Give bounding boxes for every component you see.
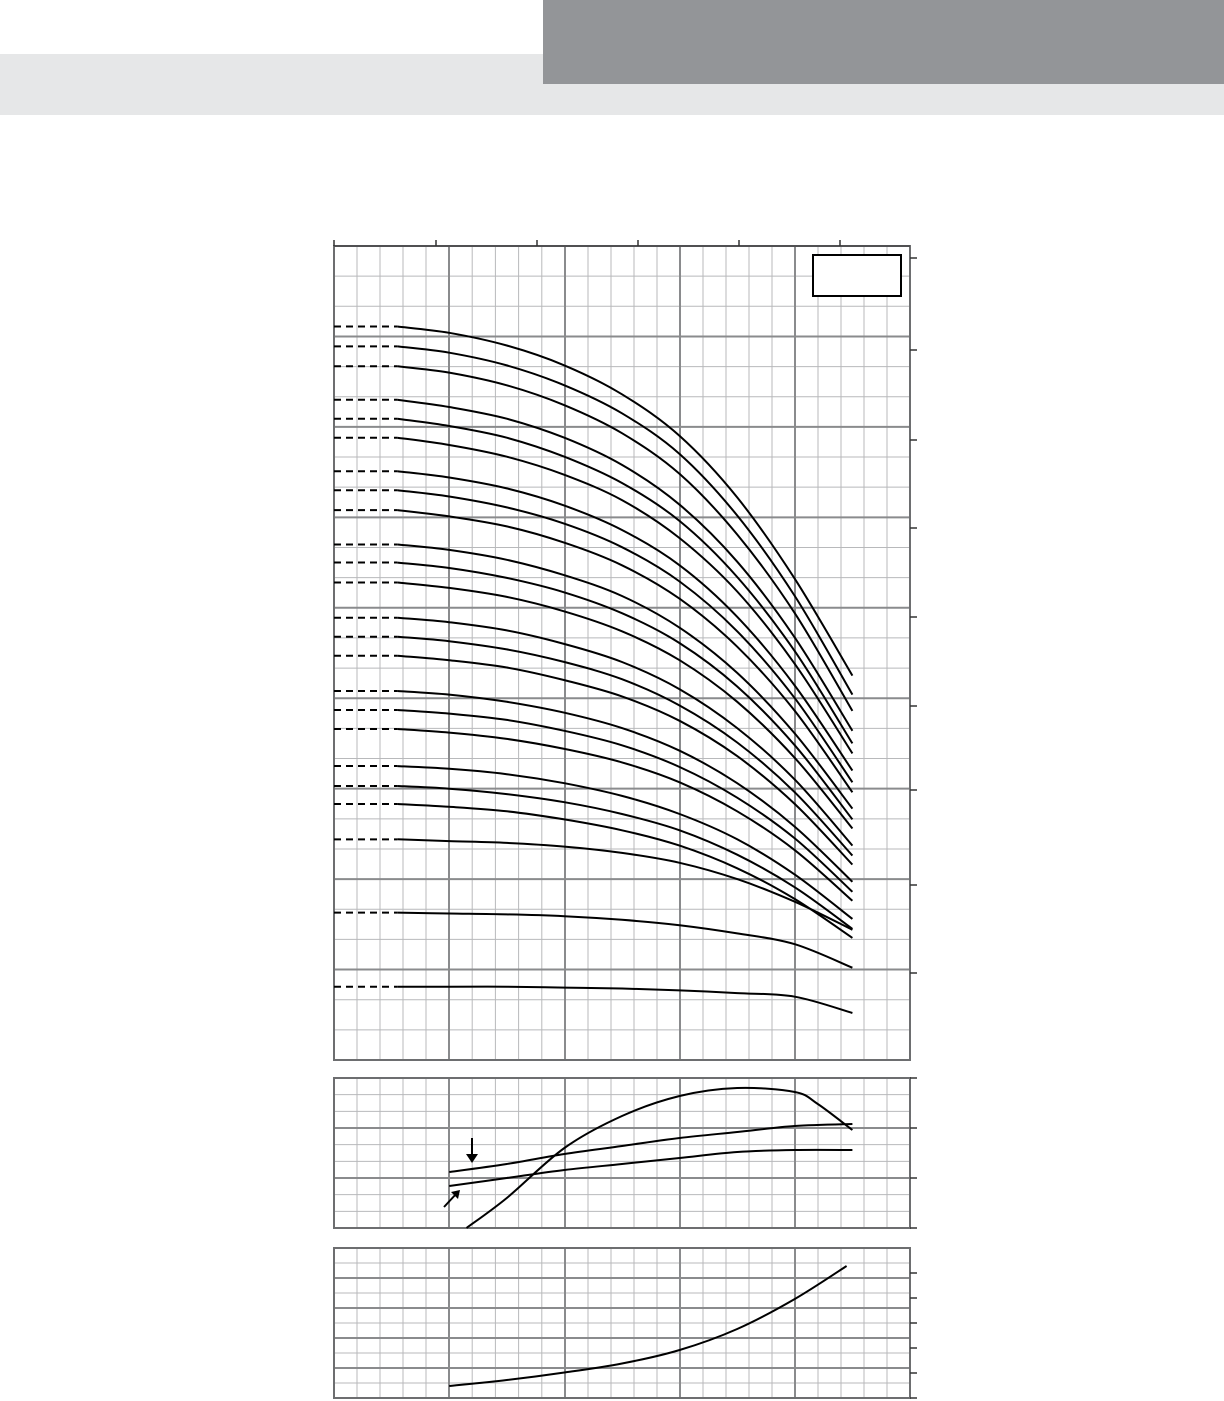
head-curve-17 [397, 710, 852, 892]
chart-grid-2 [334, 1078, 917, 1228]
annotation-arrow-diagonal [444, 1190, 460, 1207]
head-curve-21 [397, 804, 852, 938]
efficiency-curves [444, 1088, 852, 1228]
chart-grid-3 [334, 1248, 917, 1398]
head-curve-3 [397, 366, 852, 711]
efficiency-curve-2 [449, 1124, 852, 1172]
head-curve-12 [397, 583, 852, 829]
head-curve-15 [397, 656, 852, 865]
head-curve-13 [397, 618, 852, 846]
head-curve-23 [397, 913, 852, 968]
head-curve-22 [397, 839, 852, 930]
head-curves [334, 326, 852, 1013]
efficiency-curve-3 [449, 1150, 852, 1186]
legend-box [813, 255, 901, 296]
annotation-arrow-down [466, 1138, 478, 1163]
chart-frame [334, 1078, 910, 1228]
